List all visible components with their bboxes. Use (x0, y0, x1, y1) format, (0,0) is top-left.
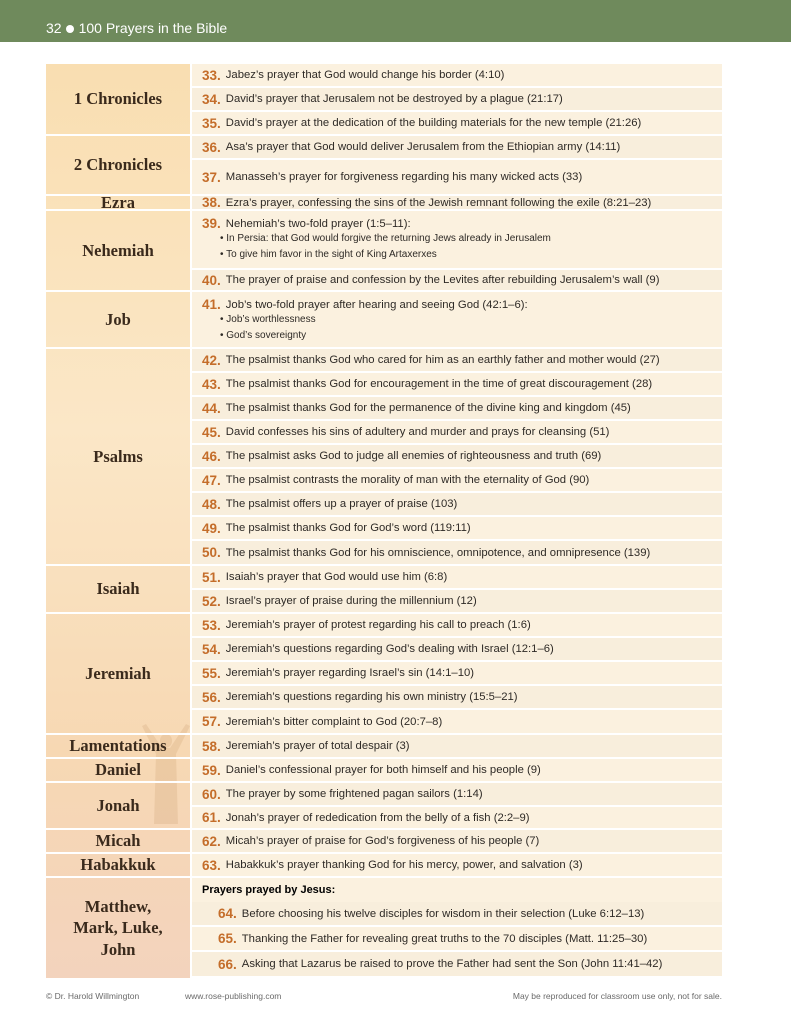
book-label: Psalms (46, 349, 190, 566)
prayer-text: The prayer of praise and confession by the Levites after rebuilding Jerusalem’s wall (9) (225, 274, 660, 286)
prayer-row (192, 614, 722, 638)
prayer-row (192, 160, 722, 196)
book-title: 100 Prayers in the Bible (78, 20, 228, 36)
jesus-prayers-heading: Prayers prayed by Jesus: (192, 878, 722, 902)
prayer-text: Habakkuk’s prayer thanking God for his mercy, power, and salvation (3) (225, 859, 583, 871)
prayer-row (192, 112, 722, 136)
prayer-text: Thanking the Father for revealing great truths to the 70 disciples (Matt. 11:25–30) (241, 932, 648, 945)
prayer-text: Asa’s prayer that God would deliver Jerusalem from the Ethiopian army (14:11) (225, 141, 621, 153)
book-label: Jeremiah (46, 614, 190, 735)
prayer-number: 62. (202, 833, 221, 849)
prayer-number: 45. (202, 424, 221, 440)
bullet-text: In Persia: that God would forgive the returning Jews already in Jerusalem (226, 233, 551, 244)
book-label: Habakkuk (46, 854, 190, 878)
prayer-number: 57. (202, 714, 221, 729)
book-label: 1 Chronicles (46, 64, 190, 136)
header-text (46, 20, 227, 36)
prayer-number: 35. (202, 115, 221, 131)
prayer-text: Jabez’s prayer that God would change his border (4:10) (225, 69, 505, 81)
prayer-row (192, 759, 722, 783)
prayer-number: 56. (202, 689, 221, 705)
prayer-text: Ezra’s prayer, confessing the sins of the Jewish remnant following the exile (8:21–23) (225, 196, 652, 209)
prayer-row (192, 735, 722, 759)
prayer-row (192, 136, 722, 160)
sub-bullet (220, 312, 722, 328)
prayer-number: 36. (202, 139, 221, 155)
bullet-dot-icon (66, 25, 74, 33)
prayer-row (192, 566, 722, 590)
prayer-number: 66. (218, 956, 237, 972)
footer-website: www.rose-publishing.com (185, 991, 282, 1001)
prayer-text: Isaiah’s prayer that God would use him (6:8) (225, 571, 448, 583)
bullet-icon: • (220, 314, 227, 325)
book-label: Lamentations (46, 735, 190, 759)
prayer-row (192, 710, 722, 735)
bullet-icon: • (220, 249, 227, 260)
prayer-row (192, 445, 722, 469)
book-label: Ezra (46, 196, 190, 211)
prayer-number: 64. (218, 906, 237, 921)
book-label: Daniel (46, 759, 190, 783)
prayer-text: The psalmist thanks God for the permanence of the divine king and kingdom (45) (225, 402, 631, 414)
sub-bullet (220, 231, 722, 247)
book-label: Micah (46, 830, 190, 854)
prayer-row (192, 270, 722, 292)
prayer-number: 38. (202, 196, 221, 210)
prayer-row (192, 638, 722, 662)
book-label: 2 Chronicles (46, 136, 190, 196)
prayer-number: 60. (202, 786, 221, 802)
prayer-text: The psalmist asks God to judge all enemies of righteousness and truth (69) (225, 450, 602, 462)
prayer-row (192, 662, 722, 686)
footer-copyright: © Dr. Harold Willmington (46, 991, 140, 1001)
prayer-row (192, 686, 722, 710)
prayer-text: Daniel’s confessional prayer for both himself and his people (9) (225, 764, 541, 776)
prayer-text: Jeremiah’s questions regarding God’s dealing with Israel (12:1–6) (225, 643, 554, 655)
prayer-row (192, 541, 722, 566)
prayer-text: Jeremiah’s prayer of protest regarding his call to preach (1:6) (225, 619, 531, 631)
prayer-number: 51. (202, 569, 221, 585)
bullet-text: God’s sovereignty (226, 330, 307, 341)
prayer-text: David’s prayer that Jerusalem not be destroyed by a plague (21:17) (225, 93, 563, 105)
prayer-row (192, 783, 722, 807)
prayer-text: Jonah’s prayer of rededication from the belly of a fish (2:2–9) (225, 811, 530, 824)
prayer-number: 52. (202, 593, 221, 609)
bullet-icon: • (220, 233, 227, 244)
prayer-row (192, 397, 722, 421)
bullet-text: Job’s worthlessness (226, 314, 316, 325)
prayer-number: 37. (202, 169, 221, 185)
prayer-number: 50. (202, 545, 221, 560)
prayer-row (192, 807, 722, 830)
prayer-row (192, 349, 722, 373)
sub-bullet (220, 247, 722, 263)
prayer-row (192, 590, 722, 614)
prayer-number: 44. (202, 400, 221, 416)
prayer-text: Jeremiah’s questions regarding his own ministry (15:5–21) (225, 691, 518, 703)
prayer-number: 61. (202, 810, 221, 825)
prayer-number: 33. (202, 67, 221, 83)
prayer-text: Job’s two-fold prayer after hearing and seeing God (42:1–6): (225, 298, 528, 311)
prayer-text: Nehemiah’s two-fold prayer (1:5–11): (225, 217, 411, 230)
prayer-row (192, 196, 722, 211)
page-header (0, 0, 791, 42)
prayer-text: Israel’s prayer of praise during the millennium (12) (225, 595, 477, 607)
prayer-number: 46. (202, 448, 221, 464)
prayer-text: The psalmist contrasts the morality of man with the eternality of God (90) (225, 474, 590, 486)
book-label: Job (46, 292, 190, 349)
prayer-row (192, 517, 722, 541)
bullet-icon: • (220, 330, 227, 341)
prayer-text: Micah’s prayer of praise for God’s forgiveness of his people (7) (225, 835, 540, 847)
prayer-text: David’s prayer at the dedication of the building materials for the new temple (21:26) (225, 117, 642, 129)
prayer-text: Jeremiah’s bitter complaint to God (20:7–8) (225, 715, 443, 728)
prayer-number: 59. (202, 762, 221, 778)
prayer-text: The psalmist thanks God for God’s word (119:11) (225, 522, 471, 534)
prayer-text: The psalmist thanks God for his omniscience, omnipotence, and omnipresence (139) (225, 546, 651, 559)
prayer-text: Before choosing his twelve disciples for wisdom in their selection (Luke 6:12–13) (241, 907, 645, 920)
prayer-number: 34. (202, 91, 221, 107)
prayer-row (192, 64, 722, 88)
prayer-text: Asking that Lazarus be raised to prove the Father had sent the Son (John 11:41–42) (241, 958, 663, 970)
book-label: Jonah (46, 783, 190, 830)
prayer-text: Jeremiah’s prayer of total despair (3) (225, 740, 410, 752)
page-number: 32 (46, 20, 62, 36)
prayer-text: The psalmist offers up a prayer of praise (103) (225, 498, 458, 510)
prayer-text: The psalmist thanks God for encouragement in the time of great discouragement (28) (225, 378, 653, 390)
prayer-text: David confesses his sins of adultery and murder and prays for cleansing (51) (225, 426, 610, 438)
prayer-number: 48. (202, 496, 221, 512)
prayer-row (192, 927, 722, 952)
prayer-number: 49. (202, 520, 221, 536)
prayer-number: 58. (202, 738, 221, 754)
prayer-text: Manasseh’s prayer for forgiveness regarding his many wicked acts (33) (225, 171, 583, 183)
prayer-number: 65. (218, 931, 237, 946)
prayers-table (46, 64, 722, 978)
bullet-text: To give him favor in the sight of King Artaxerxes (226, 249, 437, 260)
prayer-number: 53. (202, 617, 221, 633)
prayer-row (192, 469, 722, 493)
prayer-number: 47. (202, 472, 221, 488)
prayer-row (192, 952, 722, 978)
prayer-number: 55. (202, 665, 221, 681)
book-label: Matthew, Mark, Luke, John (73, 896, 163, 959)
prayer-row (192, 88, 722, 112)
prayer-row (192, 292, 722, 349)
prayer-number: 42. (202, 352, 221, 368)
prayer-row (192, 211, 722, 270)
prayer-row (192, 373, 722, 397)
prayer-row (192, 830, 722, 854)
prayer-row (192, 421, 722, 445)
prayer-text: The psalmist thanks God who cared for him as an earthly father and mother would (27) (225, 354, 660, 366)
prayer-row (192, 854, 722, 878)
book-label: Nehemiah (46, 211, 190, 292)
prayer-number: 63. (202, 857, 221, 873)
prayer-text: Jeremiah’s prayer regarding Israel’s sin (14:1–10) (225, 667, 475, 679)
sub-bullet (220, 328, 722, 344)
prayer-number: 54. (202, 641, 221, 657)
prayer-number: 40. (202, 272, 221, 288)
prayer-row (192, 493, 722, 517)
prayer-number: 41. (202, 297, 221, 312)
prayer-number: 39. (202, 216, 221, 231)
footer-notice: May be reproduced for classroom use only, not for sale. (512, 991, 722, 1001)
prayer-row (192, 902, 722, 927)
prayer-number: 43. (202, 376, 221, 392)
book-label: Isaiah (46, 566, 190, 614)
prayer-text: The prayer by some frightened pagan sailors (1:14) (225, 788, 483, 800)
